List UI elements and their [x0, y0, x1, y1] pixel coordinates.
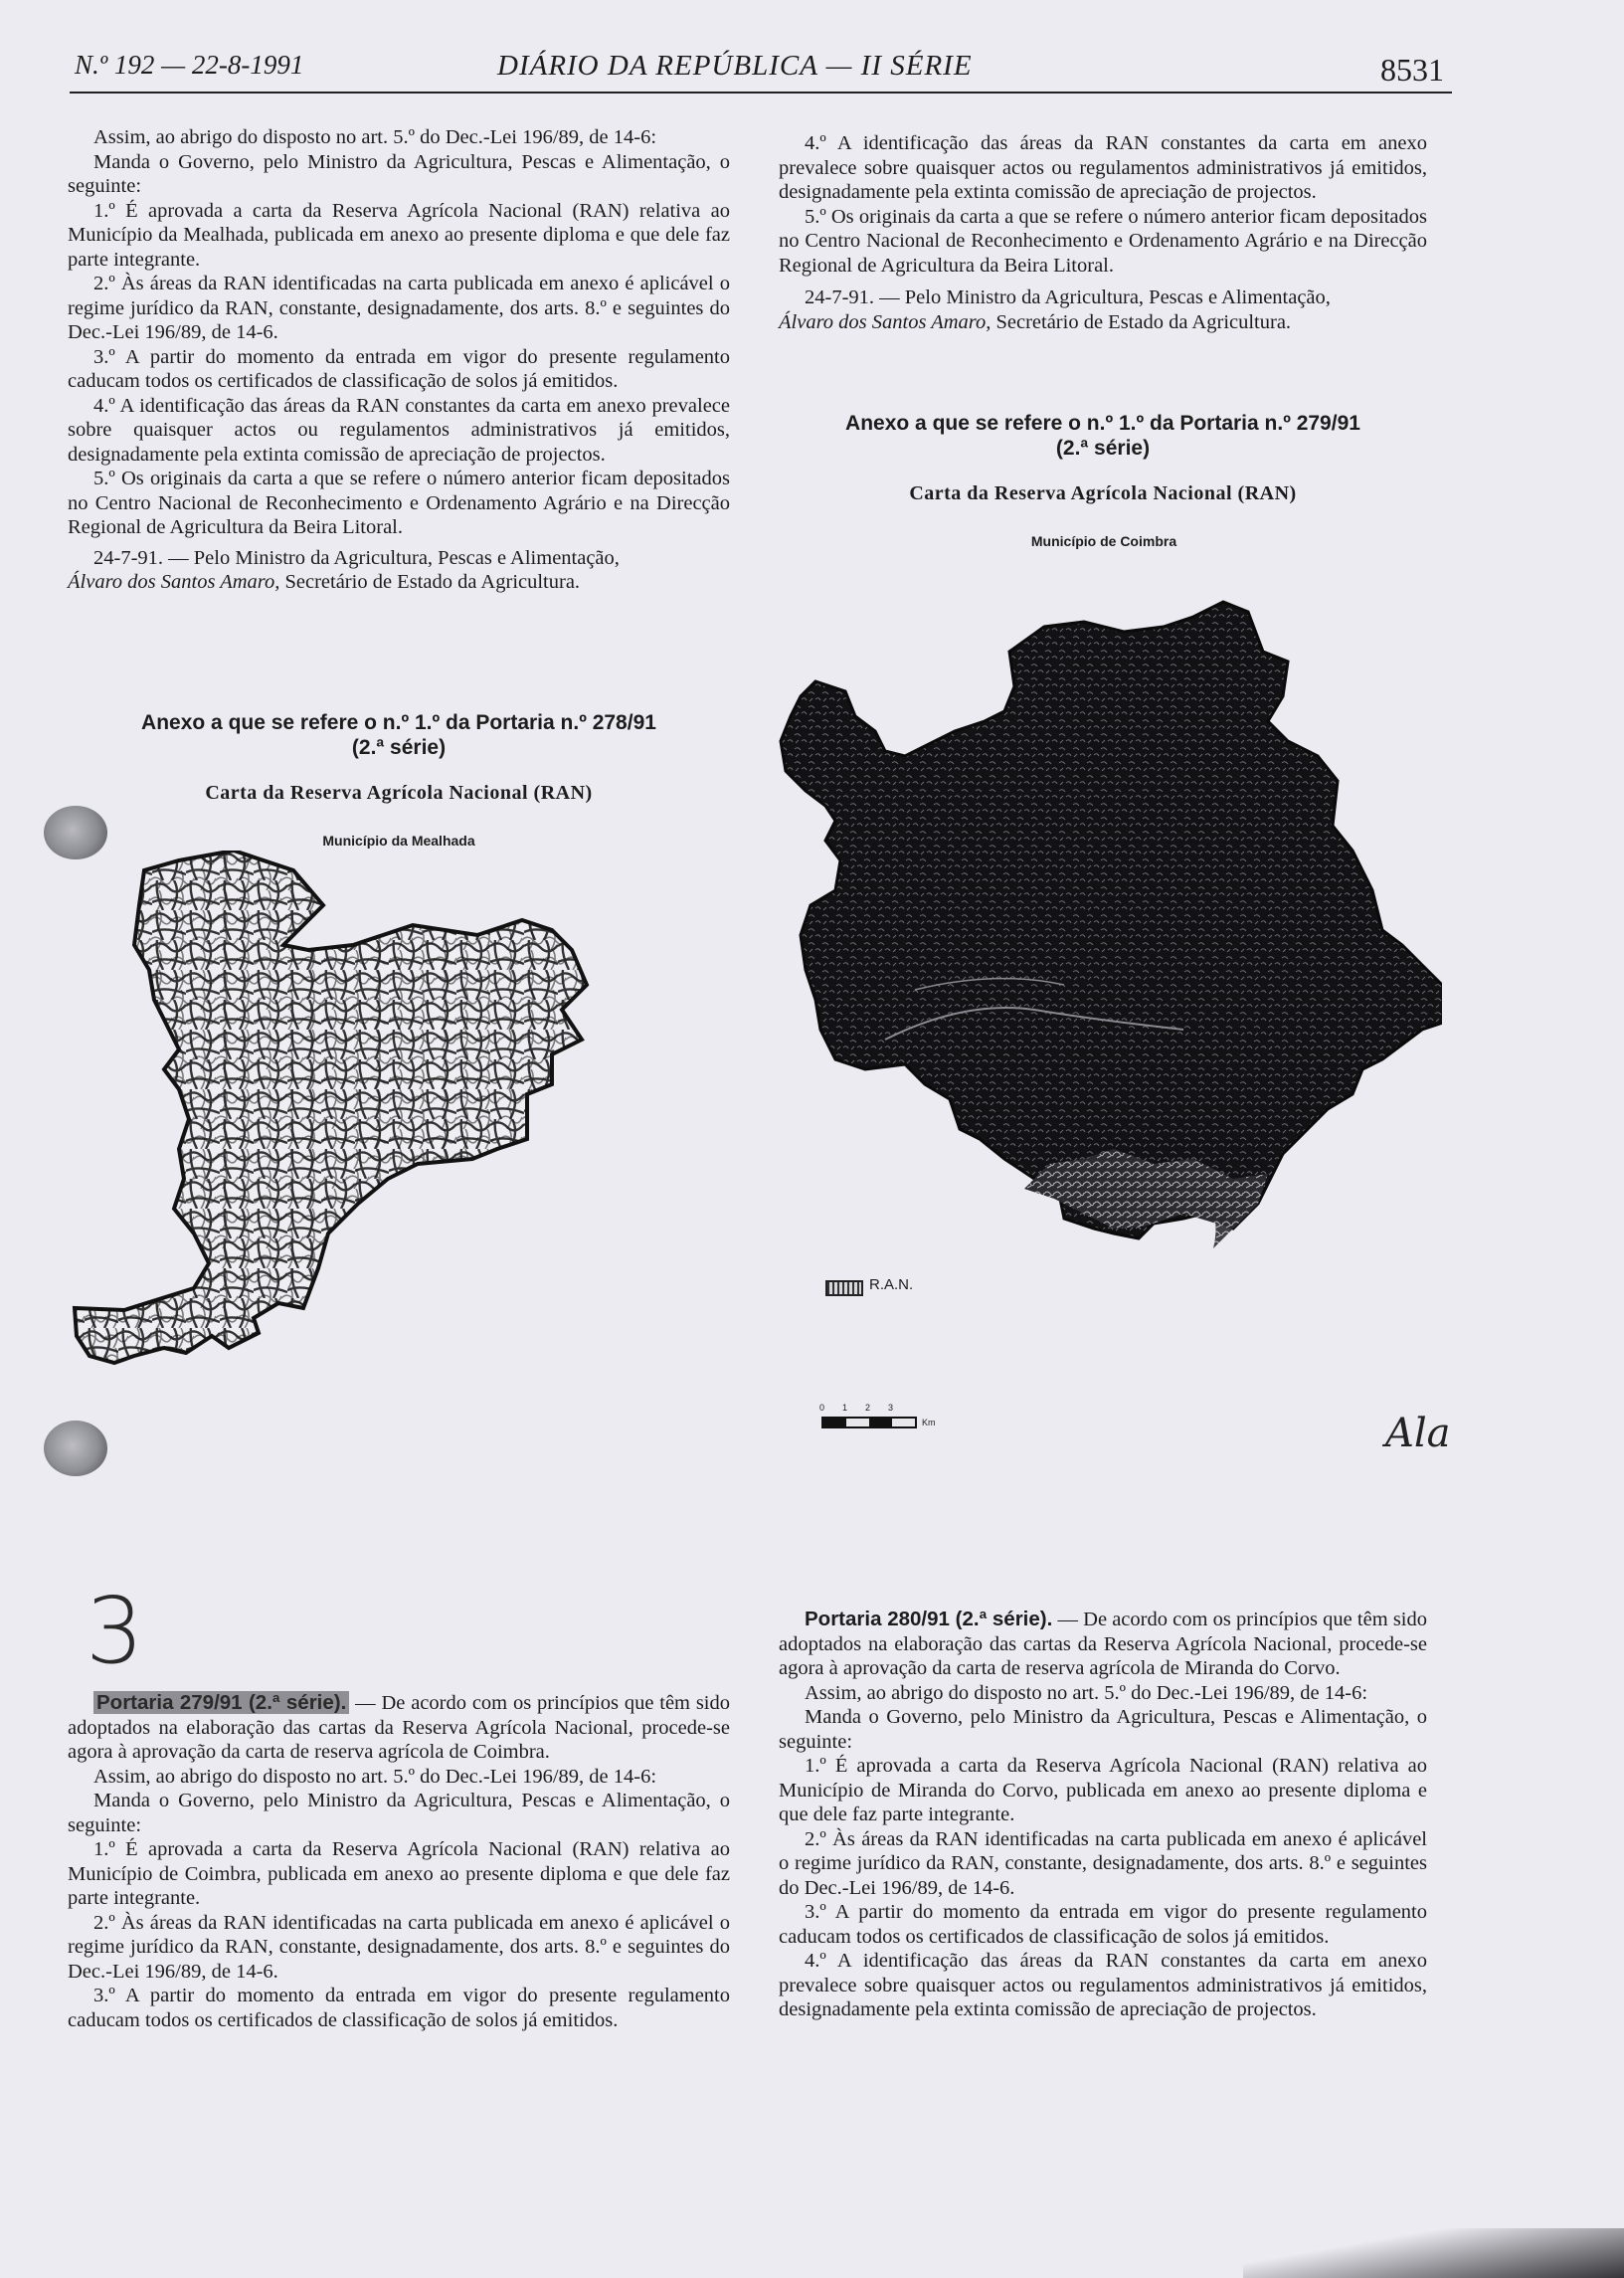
paragraph: Manda o Governo, pelo Ministro da Agricultura, Pescas e Alimentação, o seguinte:	[68, 150, 730, 197]
annex-heading-line1: Anexo a que se refere o n.º 1.º da Portaria n.º 279/91	[845, 412, 1360, 435]
paragraph: 1.º É aprovada a carta da Reserva Agrícola Nacional (RAN) relativa ao Município de Coimbra, publicada em anexo ao presente diploma e que dele faz parte integrante.	[68, 1838, 730, 1909]
paragraph: 3.º A partir do momento da entrada em vigor do presente regulamento caducam todos os certificados de classificação de solos já emitidos.	[68, 345, 730, 392]
signatory-name: Álvaro dos Santos Amaro,	[68, 571, 280, 593]
publication-title: DIÁRIO DA REPÚBLICA — II SÉRIE	[497, 50, 973, 82]
paragraph: 4.º A identificação das áreas da RAN constantes da carta em anexo prevalece sobre quaisquer actos ou regulamentos administrativos já emitidos, designadamente pela extinta comissão de apreciação de projectos.	[779, 1950, 1427, 2020]
handwritten-initials: Ala	[1385, 1411, 1451, 1456]
scale-tick-2: 2	[865, 1403, 871, 1413]
legend-label-ran: R.A.N.	[869, 1276, 914, 1293]
left-column-bottom-text	[68, 1691, 730, 2032]
portaria-279-intro	[68, 1691, 730, 1765]
signatory-role: Secretário de Estado da Agricultura.	[284, 571, 581, 593]
signatory-role: Secretário de Estado da Agricultura.	[995, 310, 1292, 333]
scale-bar	[821, 1417, 917, 1428]
portaria-280-intro-text: — De acordo com os princípios que têm sido adoptados na elaboração das cartas da Reserva Agrícola Nacional, procede-se agora à aprovação da carta de reserva agrícola de Miranda do Corvo.	[779, 1609, 1427, 1679]
paragraph: 2.º Às áreas da RAN identificadas na carta publicada em anexo é aplicável o regime jurídico da RAN, constante, designadamente, dos arts. 8.º e seguintes do Dec.-Lei 196/89, de 14-6.	[68, 1911, 730, 1983]
header-rule	[70, 92, 1452, 94]
left-column-top-text	[68, 125, 730, 595]
scale-tick-3: 3	[888, 1403, 894, 1413]
annex-heading-278	[68, 710, 730, 760]
paragraph: 1.º É aprovada a carta da Reserva Agrícola Nacional (RAN) relativa ao Município de Miranda do Corvo, publicada em anexo ao presente diploma e que dele faz parte integrante.	[779, 1755, 1427, 1825]
annex-heading-line2: (2.ª série)	[351, 736, 447, 759]
annex-heading-279	[779, 411, 1427, 461]
annex-heading-line1: Anexo a que se refere o n.º 1.º da Portaria n.º 278/91	[141, 711, 656, 734]
signatory-name: Álvaro dos Santos Amaro,	[779, 310, 992, 333]
paragraph: 4.º A identificação das áreas da RAN constantes da carta em anexo prevalece sobre quaisquer actos ou regulamentos administrativos já emitidos, designadamente pela extinta comissão de apreciação de projectos.	[779, 132, 1427, 203]
scale-tick-1: 1	[842, 1403, 848, 1413]
page-number: 8531	[1380, 52, 1444, 88]
issue-number-date: N.º 192 — 22-8-1991	[75, 50, 304, 80]
handwritten-number: 3	[86, 1578, 144, 1684]
annex-heading-line2: (2.ª série)	[1055, 437, 1151, 460]
paragraph: 4.º A identificação das áreas da RAN constantes da carta em anexo prevalece sobre quaisquer actos ou regulamentos administrativos já emitidos, designadamente pela extinta comissão de apreciação de projectos.	[68, 394, 730, 466]
paragraph: Manda o Governo, pelo Ministro da Agricultura, Pescas e Alimentação, o seguinte:	[68, 1790, 730, 1836]
map-coimbra	[766, 592, 1442, 1388]
portaria-280-intro	[779, 1608, 1427, 1681]
coimbra-outline	[781, 602, 1442, 1238]
paragraph: Manda o Governo, pelo Ministro da Agricultura, Pescas e Alimentação, o seguinte:	[779, 1706, 1427, 1753]
paragraph: 3.º A partir do momento da entrada em vigor do presente regulamento caducam todos os certificados de classificação de solos já emitidos.	[779, 1901, 1427, 1948]
scale-tick-0: 0	[819, 1403, 825, 1413]
signature-line: 24-7-91. — Pelo Ministro da Agricultura, Pescas e Alimentação,	[805, 286, 1331, 308]
legend-swatch-ran	[825, 1280, 863, 1296]
signatory	[68, 570, 730, 595]
portaria-280-ref: Portaria 280/91 (2.ª série).	[805, 1608, 1053, 1630]
signatory	[779, 310, 1427, 335]
right-column-top-text	[779, 131, 1427, 334]
paragraph: 1.º É aprovada a carta da Reserva Agrícola Nacional (RAN) relativa ao Município da Mealhada, publicada em anexo ao presente diploma e que dele faz parte integrante.	[68, 199, 730, 271]
municipality-mealhada: Município da Mealhada	[322, 833, 475, 849]
right-column-bottom-text	[779, 1608, 1427, 2022]
municipality-coimbra: Município de Coimbra	[1030, 533, 1177, 549]
paragraph: Assim, ao abrigo do disposto no art. 5.º do Dec.-Lei 196/89, de 14-6:	[93, 126, 657, 148]
scale-unit: Km	[922, 1418, 936, 1427]
paragraph: 2.º Às áreas da RAN identificadas na carta publicada em anexo é aplicável o regime jurídico da RAN, constante, designadamente, dos arts. 8.º e seguintes do Dec.-Lei 196/89, de 14-6.	[68, 273, 730, 343]
map-title-mealhada: Carta da Reserva Agrícola Nacional (RAN)	[205, 782, 593, 804]
portaria-279-intro-text: — De acordo com os princípios que têm sido adoptados na elaboração das cartas da Reserva Agrícola Nacional, procede-se agora à aprovação da carta de reserva agrícola de Coimbra.	[68, 1692, 730, 1763]
paragraph: Assim, ao abrigo do disposto no art. 5.º do Dec.-Lei 196/89, de 14-6:	[805, 1681, 1368, 1704]
map-title-coimbra: Carta da Reserva Agrícola Nacional (RAN)	[909, 482, 1297, 504]
scan-edge-shadow	[1243, 2228, 1624, 2278]
paragraph: 2.º Às áreas da RAN identificadas na carta publicada em anexo é aplicável o regime jurídico da RAN, constante, designadamente, dos arts. 8.º e seguintes do Dec.-Lei 196/89, de 14-6.	[779, 1827, 1427, 1899]
paragraph: 3.º A partir do momento da entrada em vigor do presente regulamento caducam todos os certificados de classificação de solos já emitidos.	[68, 1985, 730, 2031]
paragraph: 5.º Os originais da carta a que se refere o número anterior ficam depositados no Centro Nacional de Reconhecimento e Ordenamento Agrário e na Direcção Regional de Agricultura da Beira Litoral.	[779, 205, 1427, 277]
signature-line: 24-7-91. — Pelo Ministro da Agricultura, Pescas e Alimentação,	[93, 546, 620, 569]
map-mealhada	[40, 851, 736, 1547]
paragraph: Assim, ao abrigo do disposto no art. 5.º do Dec.-Lei 196/89, de 14-6:	[93, 1765, 657, 1788]
paragraph: 5.º Os originais da carta a que se refere o número anterior ficam depositados no Centro Nacional de Reconhecimento e Ordenamento Agrário e na Direcção Regional de Agricultura da Beira Litoral.	[68, 468, 730, 538]
portaria-279-ref: Portaria 279/91 (2.ª série).	[93, 1691, 349, 1714]
